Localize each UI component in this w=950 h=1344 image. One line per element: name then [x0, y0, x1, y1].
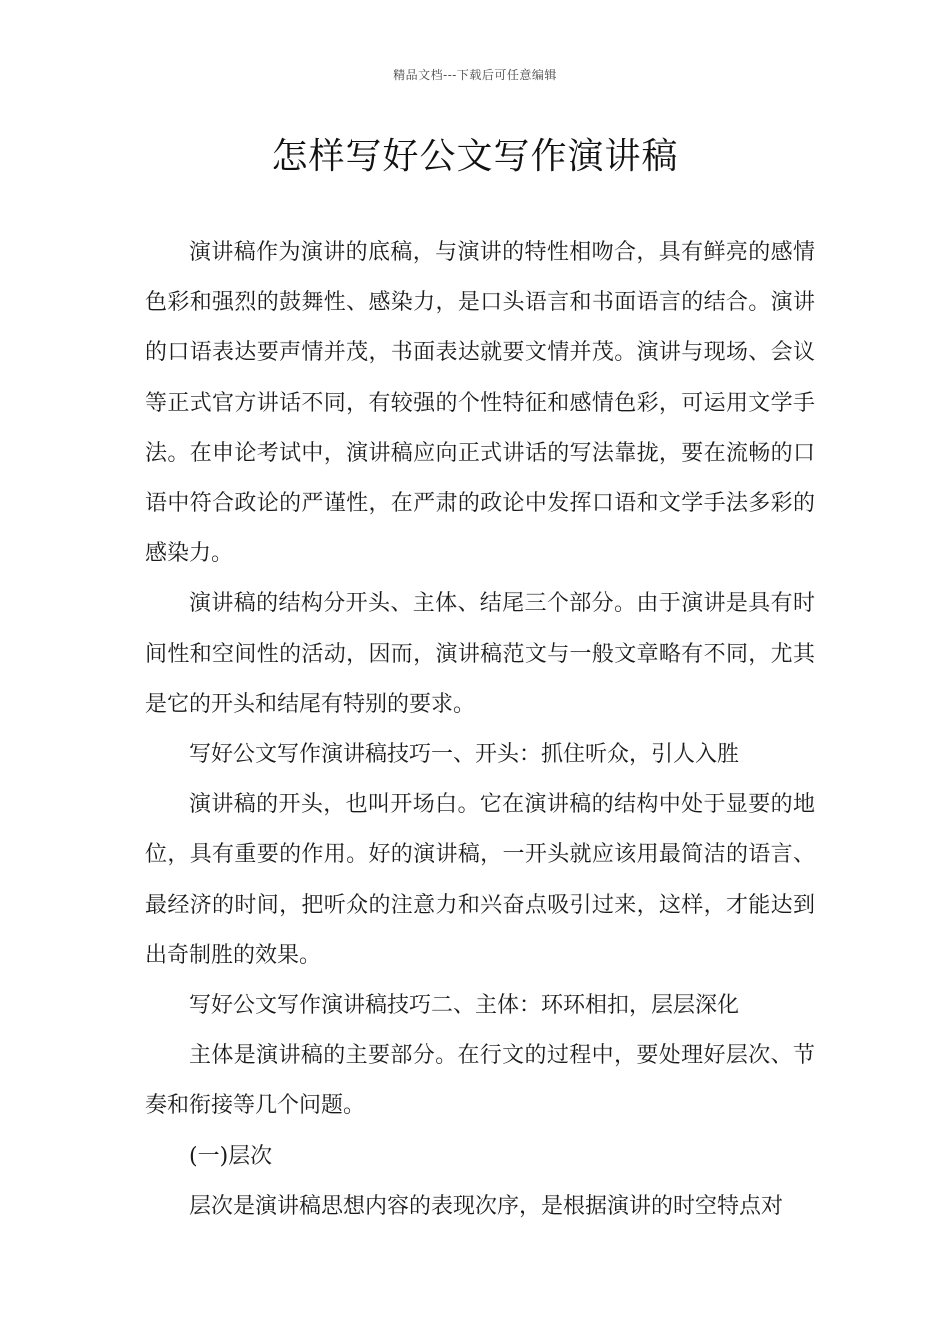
subsection-heading: (一)层次 — [189, 1143, 273, 1169]
paragraph: 演讲稿的开头，也叫开场白。它在演讲稿的结构中处于显要的地位，具有重要的作用。好的演讲稿，一开头就应该用最简洁的语言、最经济的时间，把听众的注意力和兴奋点吸引过来，这样，才能达到出奇制胜的效果。 — [145, 792, 815, 968]
paragraph: 层次是演讲稿思想内容的表现次序，是根据演讲的时空特点对 — [189, 1193, 784, 1219]
document-body — [145, 228, 815, 1232]
paragraph: 主体是演讲稿的主要部分。在行文的过程中，要处理好层次、节奏和衔接等几个问题。 — [145, 1043, 815, 1119]
section-heading: 写好公文写作演讲稿技巧二、主体：环环相扣，层层深化 — [189, 993, 740, 1019]
document-title: 怎样写好公文写作演讲稿 — [271, 136, 679, 177]
paragraph: 演讲稿的结构分开头、主体、结尾三个部分。由于演讲是具有时间性和空间性的活动，因而，演讲稿范文与一般文章略有不同，尤其是它的开头和结尾有特别的要求。 — [145, 591, 815, 717]
section-heading: 写好公文写作演讲稿技巧一、开头：抓住听众，引人入胜 — [189, 742, 740, 768]
paragraph: 演讲稿作为演讲的底稿，与演讲的特性相吻合，具有鲜亮的感情色彩和强烈的鼓舞性、感染力，是口头语言和书面语言的结合。演讲的口语表达要声情并茂，书面表达就要文情并茂。演讲与现场、会议等正式官方讲话不同，有较强的个性特征和感情色彩，可运用文学手法。在申论考试中，演讲稿应向正式讲话的写法靠拢，要在流畅的口语中符合政论的严谨性，在严肃的政论中发挥口语和文学手法多彩的感染力。 — [145, 240, 815, 567]
page-header: 精品文档---下载后可任意编辑 — [393, 68, 557, 82]
